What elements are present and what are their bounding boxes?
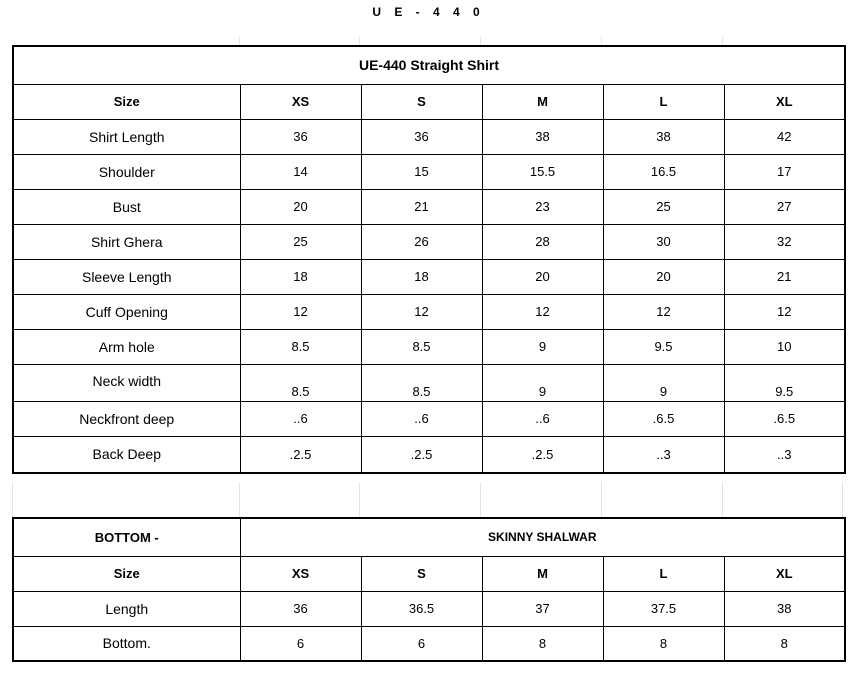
cell-value: 8 <box>724 626 845 661</box>
cell-value: 32 <box>724 224 845 259</box>
cell-value: 9.5 <box>603 329 724 364</box>
row-label: Bust <box>13 189 240 224</box>
header-m: M <box>482 556 603 591</box>
cell-value: 38 <box>482 119 603 154</box>
cell-value: 23 <box>482 189 603 224</box>
cell-value: .6.5 <box>724 401 845 436</box>
cell-value: 9.5 <box>724 364 845 401</box>
header-l: L <box>603 84 724 119</box>
shirt-title-row <box>13 46 845 84</box>
table-row <box>13 189 845 224</box>
cell-value: 42 <box>724 119 845 154</box>
cell-value: 8.5 <box>240 329 361 364</box>
cell-value: .2.5 <box>361 436 482 473</box>
cell-value: 25 <box>603 189 724 224</box>
cell-value: 20 <box>603 259 724 294</box>
header-xl: XL <box>724 84 845 119</box>
cell-value: 9 <box>482 329 603 364</box>
row-label: Shirt Length <box>13 119 240 154</box>
bottom-table-title: SKINNY SHALWAR <box>240 518 845 556</box>
cell-value: 12 <box>361 294 482 329</box>
cell-value: 30 <box>603 224 724 259</box>
table-row <box>13 294 845 329</box>
table-row <box>13 436 845 473</box>
row-label: Shoulder <box>13 154 240 189</box>
cell-value: 9 <box>603 364 724 401</box>
bottom-title-row <box>13 518 845 556</box>
table-row <box>13 401 845 436</box>
cell-value: 36.5 <box>361 591 482 626</box>
faint-gridline <box>239 36 240 45</box>
header-xl: XL <box>724 556 845 591</box>
cell-value: 25 <box>240 224 361 259</box>
faint-gridline <box>722 36 723 45</box>
cell-value: 38 <box>603 119 724 154</box>
faint-gridline <box>601 36 602 45</box>
shirt-header-row <box>13 84 845 119</box>
cell-value: 8.5 <box>361 329 482 364</box>
header-size: Size <box>13 84 240 119</box>
cell-value: 36 <box>240 119 361 154</box>
cell-value: 8 <box>603 626 724 661</box>
cell-value: 36 <box>361 119 482 154</box>
header-s: S <box>361 84 482 119</box>
cell-value: 6 <box>361 626 482 661</box>
cell-value: 20 <box>482 259 603 294</box>
spacer-grid <box>12 482 843 517</box>
cell-value: 17 <box>724 154 845 189</box>
cell-value: 21 <box>724 259 845 294</box>
bottom-size-table <box>12 517 846 662</box>
cell-value: 15 <box>361 154 482 189</box>
cell-value: ..3 <box>724 436 845 473</box>
header-size: Size <box>13 556 240 591</box>
cell-value: ..6 <box>361 401 482 436</box>
cell-value: 12 <box>482 294 603 329</box>
header-xs: XS <box>240 84 361 119</box>
cell-value: 37.5 <box>603 591 724 626</box>
row-label: Bottom. <box>13 626 240 661</box>
cell-value: 36 <box>240 591 361 626</box>
row-label: Neck width <box>13 364 240 401</box>
cell-value: .6.5 <box>603 401 724 436</box>
cell-value: 18 <box>361 259 482 294</box>
cell-value: 37 <box>482 591 603 626</box>
cell-value: 38 <box>724 591 845 626</box>
table-row <box>13 329 845 364</box>
cell-value: .2.5 <box>482 436 603 473</box>
header-xs: XS <box>240 556 361 591</box>
cell-value: 27 <box>724 189 845 224</box>
faint-gridline <box>359 36 360 45</box>
row-label: Back Deep <box>13 436 240 473</box>
cell-value: 20 <box>240 189 361 224</box>
cell-value: 8.5 <box>240 364 361 401</box>
cell-value: 9 <box>482 364 603 401</box>
table-row <box>13 591 845 626</box>
cell-value: 28 <box>482 224 603 259</box>
shirt-table-title: UE-440 Straight Shirt <box>13 46 845 84</box>
cell-value: .2.5 <box>240 436 361 473</box>
faint-gridline <box>480 36 481 45</box>
table-row <box>13 119 845 154</box>
cell-value: ..6 <box>482 401 603 436</box>
table-row <box>13 626 845 661</box>
cell-value: 15.5 <box>482 154 603 189</box>
row-label: Arm hole <box>13 329 240 364</box>
header-m: M <box>482 84 603 119</box>
cell-value: 16.5 <box>603 154 724 189</box>
cell-value: 14 <box>240 154 361 189</box>
cell-value: 12 <box>603 294 724 329</box>
row-label: Cuff Opening <box>13 294 240 329</box>
row-label: Neckfront deep <box>13 401 240 436</box>
cell-value: 8.5 <box>361 364 482 401</box>
cell-value: 26 <box>361 224 482 259</box>
table-row <box>13 259 845 294</box>
cell-value: 8 <box>482 626 603 661</box>
row-label: Length <box>13 591 240 626</box>
header-l: L <box>603 556 724 591</box>
cell-value: 18 <box>240 259 361 294</box>
cell-value: ..6 <box>240 401 361 436</box>
row-label: Sleeve Length <box>13 259 240 294</box>
page-title: U E - 4 4 0 <box>372 5 485 19</box>
cell-value: 6 <box>240 626 361 661</box>
cell-value: 10 <box>724 329 845 364</box>
cell-value: 21 <box>361 189 482 224</box>
cell-value: 12 <box>724 294 845 329</box>
header-s: S <box>361 556 482 591</box>
bottom-label: BOTTOM - <box>13 518 240 556</box>
table-row <box>13 224 845 259</box>
cell-value: ..3 <box>603 436 724 473</box>
cell-value: 12 <box>240 294 361 329</box>
table-row <box>13 364 845 401</box>
row-label: Shirt Ghera <box>13 224 240 259</box>
bottom-header-row <box>13 556 845 591</box>
table-row <box>13 154 845 189</box>
shirt-size-table <box>12 45 846 474</box>
